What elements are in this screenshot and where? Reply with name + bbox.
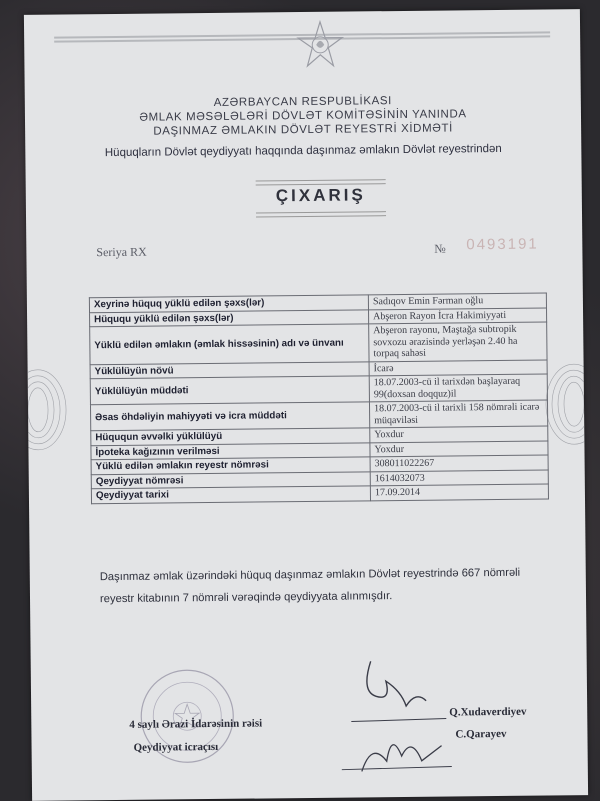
- document-page: [24, 9, 588, 801]
- header-subtitle: Hüquqların Dövlət qeydiyyatı haqqında daşınmaz əmlakın Dövlət reyestrindən: [104, 142, 502, 160]
- row-value: Sadıqov Emin Fərman oğlu: [368, 293, 546, 309]
- signatory-title-1: 4 saylı Ərazi İdarəsinin rəisi: [129, 717, 263, 731]
- row-key: Yüklülüyün müddəti: [90, 376, 369, 405]
- row-key: Yüklülüyün növü: [90, 361, 369, 378]
- row-key: Hüququn əvvəlki yüklülüyü: [91, 428, 370, 445]
- row-value: 18.07.2003-cü il tarixdən başlayaraq 99(doxsan doqquz)il: [369, 374, 547, 402]
- number-label: №: [434, 241, 446, 256]
- registration-statement: Daşınmaz əmlak üzərindəki hüquq daşınmaz əmlakın Dövlət reyestrində 667 nömrəli reyestr kitabının 7 nömrəli vərəqində qeydiyyata alınmışdır.: [99, 566, 521, 606]
- row-key: Xeyrinə hüquq yüklü edilən şəxs(lər): [89, 295, 368, 312]
- guilloche-ornament-left: [27, 349, 68, 469]
- guilloche-ornament-right: [543, 344, 584, 464]
- header-line-1: AZƏRBAYCAN RESPUBLİKASI: [213, 95, 392, 109]
- row-key: İpoteka kağızının verilməsi: [91, 442, 370, 459]
- registry-table: [89, 292, 549, 503]
- handwritten-signature: [331, 650, 462, 791]
- row-value: 1614032073: [370, 469, 548, 485]
- row-key: Qeydiyyat nömrəsi: [91, 471, 370, 488]
- signatory-title-2: Qeydiyyat icraçısı: [133, 740, 219, 754]
- row-value: Yoxdur: [370, 440, 548, 456]
- row-value: İcarə: [369, 359, 547, 375]
- signatory-name-2: C.Qarayev: [455, 727, 507, 741]
- number-value: 0493191: [466, 235, 539, 254]
- title-rule-bottom: [256, 211, 386, 217]
- row-value: 17.09.2014: [370, 484, 548, 500]
- document-title: ÇIXARIŞ: [275, 185, 366, 206]
- row-value: Abşeron rayonu, Maştağa subtropik sovxozu ərazisində yerləşən 2.40 ha torpaq sahəsi: [369, 322, 547, 361]
- signatory-name-1: Q.Xudaverdiyev: [449, 705, 527, 719]
- row-value: 308011022267: [370, 455, 548, 471]
- state-emblem-icon: [294, 20, 347, 73]
- row-key: Yüklü edilən əmlakın (əmlak hissəsinin) adı və ünvanı: [90, 324, 369, 364]
- title-block: [256, 171, 387, 222]
- row-value: Abşeron Rayon İcra Hakimiyyəti: [369, 307, 547, 323]
- row-value: Yoxdur: [370, 426, 548, 442]
- row-key: Əsas öhdəliyin mahiyyəti və icra müddəti: [90, 402, 369, 431]
- header-line-2: ƏMLAK MƏSƏLƏLƏRİ DÖVLƏT KOMİTƏSİNİN YANINDA: [139, 108, 467, 124]
- row-key: Yüklü edilən əmlakın reyestr nömrəsi: [91, 457, 370, 474]
- header-line-3: DAŞINMAZ ƏMLAKIN DÖVLƏT REYESTRİ XİDMƏTİ: [153, 122, 453, 138]
- row-key: Qeydiyyat tarixi: [91, 486, 370, 503]
- row-key: Hüququ yüklü edilən şəxs(lər): [90, 309, 369, 326]
- series-label: Seriya RX: [96, 244, 147, 260]
- row-value: 18.07.2003-cü il tarixli 158 nömrəli icarə müqaviləsi: [369, 400, 547, 428]
- table-row: [90, 322, 547, 364]
